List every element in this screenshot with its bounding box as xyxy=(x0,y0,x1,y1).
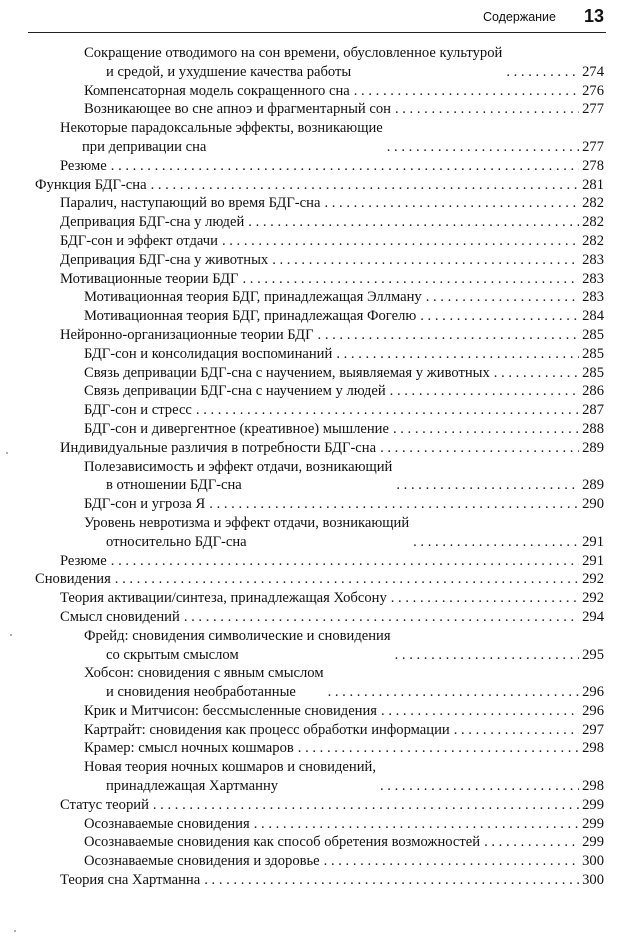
dot-leader xyxy=(111,552,579,571)
dot-leader xyxy=(204,871,579,890)
toc-entry-page: 274 xyxy=(582,63,604,80)
toc-entry xyxy=(35,364,604,383)
toc-entry-title-line: Картрайт: сновидения как процесс обработки информации xyxy=(84,721,450,738)
toc-entry-title xyxy=(60,270,238,289)
toc-entry-page: 295 xyxy=(582,646,604,663)
toc-entry-page: 294 xyxy=(582,608,604,625)
toc-entry-page: 285 xyxy=(582,345,604,362)
dot-leader xyxy=(396,476,579,495)
toc-entry-title-continuation: и средой, и ухудшение качества работы xyxy=(106,63,352,80)
toc-entry-title-line: Крамер: смысл ночных кошмаров xyxy=(84,740,294,757)
toc-entry-title xyxy=(84,627,391,665)
toc-entry-title-line: Возникающее во сне апноэ и фрагментарный сон xyxy=(84,101,391,118)
toc-entry-page: 291 xyxy=(582,533,604,550)
toc-entry-title xyxy=(35,570,111,589)
toc-entry-page: 284 xyxy=(582,308,604,325)
toc-entry-title-line: Функция БДГ-сна xyxy=(35,176,147,193)
toc-entry-title-line: Депривация БДГ-сна у животных xyxy=(60,251,269,268)
toc-entry-title xyxy=(84,495,205,514)
toc-entry-page: 287 xyxy=(582,402,604,419)
toc-entry-page: 288 xyxy=(582,420,604,437)
toc-entry-title-line: Осознаваемые сновидения и здоровье xyxy=(84,853,320,870)
dot-leader xyxy=(328,683,579,702)
toc-entry xyxy=(35,627,604,665)
toc-entry-title-line: Связь депривации БДГ-сна с научением у людей xyxy=(84,383,386,400)
toc-entry xyxy=(35,307,604,326)
dot-leader xyxy=(380,439,579,458)
toc-entry xyxy=(35,758,604,796)
toc-entry xyxy=(35,514,604,552)
toc-entry-title xyxy=(84,852,320,871)
toc-entry-page: 278 xyxy=(582,157,604,174)
toc-entry-title xyxy=(60,439,376,458)
toc-entry-page: 277 xyxy=(582,138,604,155)
toc-entry-title xyxy=(60,552,107,571)
dot-leader xyxy=(115,570,579,589)
toc-entry-title-line: Депривация БДГ-сна у людей xyxy=(60,214,245,231)
dot-leader xyxy=(391,589,579,608)
dot-leader xyxy=(222,232,579,251)
toc-entry xyxy=(35,382,604,401)
toc-entry-title xyxy=(84,815,250,834)
toc-entry-title-continuation: принадлежащая Хартманну xyxy=(106,778,279,795)
toc-entry-title xyxy=(84,44,502,82)
toc-entry-title-line: Некоторые парадоксальные эффекты, возникающие xyxy=(60,120,383,137)
toc-entry-title-line: Статус теорий xyxy=(60,796,149,813)
toc-entry xyxy=(35,439,604,458)
dot-leader xyxy=(248,213,579,232)
toc-entry-title xyxy=(60,232,218,251)
toc-entry-title-line: Сновидения xyxy=(35,571,111,588)
toc-entry xyxy=(35,796,604,815)
toc-entry-title-line: Резюме xyxy=(60,552,107,569)
toc-entry-title xyxy=(60,589,387,608)
toc-entry-title xyxy=(84,721,450,740)
toc-entry xyxy=(35,157,604,176)
toc-entry xyxy=(35,326,604,345)
toc-entry-page: 300 xyxy=(582,853,604,870)
dot-leader xyxy=(336,345,579,364)
toc-entry-title xyxy=(84,758,376,796)
toc-entry-title xyxy=(84,307,416,326)
toc-entry-page: 299 xyxy=(582,796,604,813)
toc-entry-page: 285 xyxy=(582,364,604,381)
dot-leader xyxy=(494,364,579,383)
toc-entry xyxy=(35,552,604,571)
toc-entry-page: 290 xyxy=(582,496,604,513)
toc-entry xyxy=(35,82,604,101)
toc-entry-title-continuation: относительно БДГ-сна xyxy=(106,533,247,550)
dot-leader xyxy=(196,401,579,420)
toc-entry xyxy=(35,232,604,251)
scan-speck xyxy=(14,930,16,932)
toc-entry xyxy=(35,100,604,119)
dot-leader xyxy=(390,382,579,401)
toc-entry-title xyxy=(84,288,422,307)
dot-leader xyxy=(298,739,579,758)
toc-entry xyxy=(35,401,604,420)
toc-entry-title-line: БДГ-сон и дивергентное (креативное) мышление xyxy=(84,420,389,437)
toc-entry-title xyxy=(84,345,332,364)
dot-leader xyxy=(381,702,579,721)
toc-entry-title xyxy=(84,833,480,852)
dot-leader xyxy=(395,646,579,665)
running-header xyxy=(28,8,606,33)
running-header-title: Содержание xyxy=(482,10,556,24)
dot-leader xyxy=(426,288,579,307)
toc-entry-title-line: Индивидуальные различия в потребности БДГ-сна xyxy=(60,439,377,456)
dot-leader xyxy=(184,608,579,627)
toc-entry-page: 291 xyxy=(582,552,604,569)
toc-entry xyxy=(35,833,604,852)
toc-entry xyxy=(35,119,604,157)
toc-entry-title-line: Хобсон: сновидения с явным смыслом xyxy=(84,665,324,682)
toc-entry-title-continuation: в отношении БДГ-сна xyxy=(106,477,242,494)
toc-entry-title xyxy=(84,401,192,420)
toc-entry xyxy=(35,702,604,721)
toc-entry-title-line: Компенсаторная модель сокращенного сна xyxy=(84,82,350,99)
dot-leader xyxy=(420,307,579,326)
toc-entry-page: 296 xyxy=(582,684,604,701)
toc-entry-title-line: Теория активации/синтеза, принадлежащая Хобсону xyxy=(60,590,387,607)
dot-leader xyxy=(454,721,579,740)
toc-entry-page: 289 xyxy=(582,477,604,494)
toc-entry-title-line: БДГ-сон и угроза Я xyxy=(84,496,206,513)
toc-entry-title-line: Связь депривации БДГ-сна с научением, выявляемая у животных xyxy=(84,364,490,381)
toc-entry-title xyxy=(60,251,268,270)
toc-entry-page: 289 xyxy=(582,439,604,456)
toc-entry-page: 276 xyxy=(582,82,604,99)
dot-leader xyxy=(395,100,579,119)
toc-entry-page: 298 xyxy=(582,740,604,757)
toc-entry-title-continuation: со скрытым смыслом xyxy=(106,646,239,663)
toc-entry xyxy=(35,852,604,871)
toc-entry xyxy=(35,458,604,496)
toc-entry xyxy=(35,194,604,213)
toc-entry-page: 283 xyxy=(582,270,604,287)
toc-entry-title-continuation: при депривации сна xyxy=(82,138,207,155)
dot-leader xyxy=(413,533,579,552)
toc-entry-page: 286 xyxy=(582,383,604,400)
toc-entry-page: 299 xyxy=(582,815,604,832)
toc-entry-title xyxy=(60,194,320,213)
toc-entry-page: 296 xyxy=(582,702,604,719)
toc-entry-title-line: Мотивационная теория БДГ, принадлежащая Эллману xyxy=(84,289,422,306)
toc-entry-page: 282 xyxy=(582,195,604,212)
toc-entry-title-line: Сокращение отводимого на сон времени, обусловленное культурой xyxy=(84,45,503,61)
toc-entry-title-line: Паралич, наступающий во время БДГ-сна xyxy=(60,195,321,212)
toc-entry xyxy=(35,213,604,232)
toc-entry-page: 282 xyxy=(582,214,604,231)
toc-entry xyxy=(35,44,604,82)
toc-entry-title xyxy=(84,664,324,702)
toc-entry xyxy=(35,871,604,890)
toc-entry xyxy=(35,815,604,834)
toc-entry-title xyxy=(60,871,200,890)
toc-entry-title-line: БДГ-сон и консолидация воспоминаний xyxy=(84,345,333,362)
toc-entry-page: 299 xyxy=(582,834,604,851)
scan-speck xyxy=(6,452,8,454)
toc-entry-title xyxy=(60,119,383,157)
toc-entry-title-line: Смысл сновидений xyxy=(60,608,180,625)
dot-leader xyxy=(484,833,579,852)
toc-entry xyxy=(35,608,604,627)
dot-leader xyxy=(111,157,579,176)
toc-entry-title xyxy=(84,514,409,552)
toc-entry xyxy=(35,664,604,702)
toc-entry-title-line: Полезависимость и эффект отдачи, возникающий xyxy=(84,458,393,475)
dot-leader xyxy=(318,326,579,345)
toc-entry-page: 298 xyxy=(582,778,604,795)
toc-entry xyxy=(35,721,604,740)
toc-entry-title-continuation: и сновидения необработанные xyxy=(106,684,296,701)
toc-entry-page: 292 xyxy=(582,590,604,607)
toc-entry-page: 277 xyxy=(582,101,604,118)
toc-entry xyxy=(35,176,604,195)
toc-entry-title-line: Крик и Митчисон: бессмысленные сновидения xyxy=(84,702,378,719)
dot-leader xyxy=(354,82,579,101)
toc-entry-title xyxy=(84,702,377,721)
dot-leader xyxy=(254,815,579,834)
toc-entry-page: 283 xyxy=(582,289,604,306)
toc-entry-page: 282 xyxy=(582,232,604,249)
toc-entry-title xyxy=(84,82,350,101)
toc-entry-title xyxy=(60,796,149,815)
dot-leader xyxy=(324,194,579,213)
toc-entry-title xyxy=(60,213,244,232)
toc-entry-page: 281 xyxy=(582,176,604,193)
toc-entry-page: 292 xyxy=(582,571,604,588)
dot-leader xyxy=(387,138,579,157)
toc-entry-title-line: Осознаваемые сновидения xyxy=(84,815,250,832)
toc-entry xyxy=(35,270,604,289)
toc-entry-page: 285 xyxy=(582,326,604,343)
dot-leader xyxy=(324,852,579,871)
page-number: 13 xyxy=(583,6,604,26)
toc-entry xyxy=(35,495,604,514)
toc-entry-title xyxy=(84,458,392,496)
toc-entry-title-line: Теория сна Хартманна xyxy=(60,872,201,889)
dot-leader xyxy=(153,796,579,815)
dot-leader xyxy=(380,777,579,796)
toc-entry xyxy=(35,420,604,439)
toc-entry xyxy=(35,589,604,608)
toc-entry-title xyxy=(84,364,490,383)
toc-entry xyxy=(35,570,604,589)
toc-entry-title-line: Резюме xyxy=(60,157,107,174)
toc-entry-title-line: БДГ-сон и стресс xyxy=(84,402,192,419)
scan-speck xyxy=(10,634,12,636)
toc-entry-title-line: Уровень невротизма и эффект отдачи, возникающий xyxy=(84,514,410,531)
toc-entry xyxy=(35,288,604,307)
toc-entry-title xyxy=(35,176,147,195)
table-of-contents xyxy=(35,44,604,890)
toc-entry-page: 297 xyxy=(582,721,604,738)
toc-entry xyxy=(35,345,604,364)
toc-entry-title-line: Нейронно-организационные теории БДГ xyxy=(60,326,314,343)
toc-entry-title xyxy=(84,100,391,119)
toc-entry-title xyxy=(60,157,107,176)
toc-entry-title-line: Мотивационная теория БДГ, принадлежащая Фогелю xyxy=(84,308,417,325)
toc-entry xyxy=(35,739,604,758)
toc-entry-title-line: Новая теория ночных кошмаров и сновидений, xyxy=(84,759,376,776)
toc-entry-page: 283 xyxy=(582,251,604,268)
dot-leader xyxy=(272,251,579,270)
dot-leader xyxy=(506,63,579,82)
dot-leader xyxy=(209,495,579,514)
dot-leader xyxy=(151,176,579,195)
toc-entry-title xyxy=(84,382,386,401)
toc-entry-title xyxy=(84,420,389,439)
toc-entry-title xyxy=(60,608,180,627)
toc-entry-page: 300 xyxy=(582,872,604,889)
dot-leader xyxy=(393,420,579,439)
dot-leader xyxy=(242,270,579,289)
toc-entry-title xyxy=(84,739,294,758)
toc-entry-title-line: Фрейд: сновидения символические и сновидения xyxy=(84,627,391,644)
toc-entry-title xyxy=(60,326,314,345)
toc-entry-title-line: Осознаваемые сновидения как способ обретения возможностей xyxy=(84,834,481,851)
toc-entry-title-line: БДГ-сон и эффект отдачи xyxy=(60,232,218,249)
toc-entry xyxy=(35,251,604,270)
toc-entry-title-line: Мотивационные теории БДГ xyxy=(60,270,239,287)
